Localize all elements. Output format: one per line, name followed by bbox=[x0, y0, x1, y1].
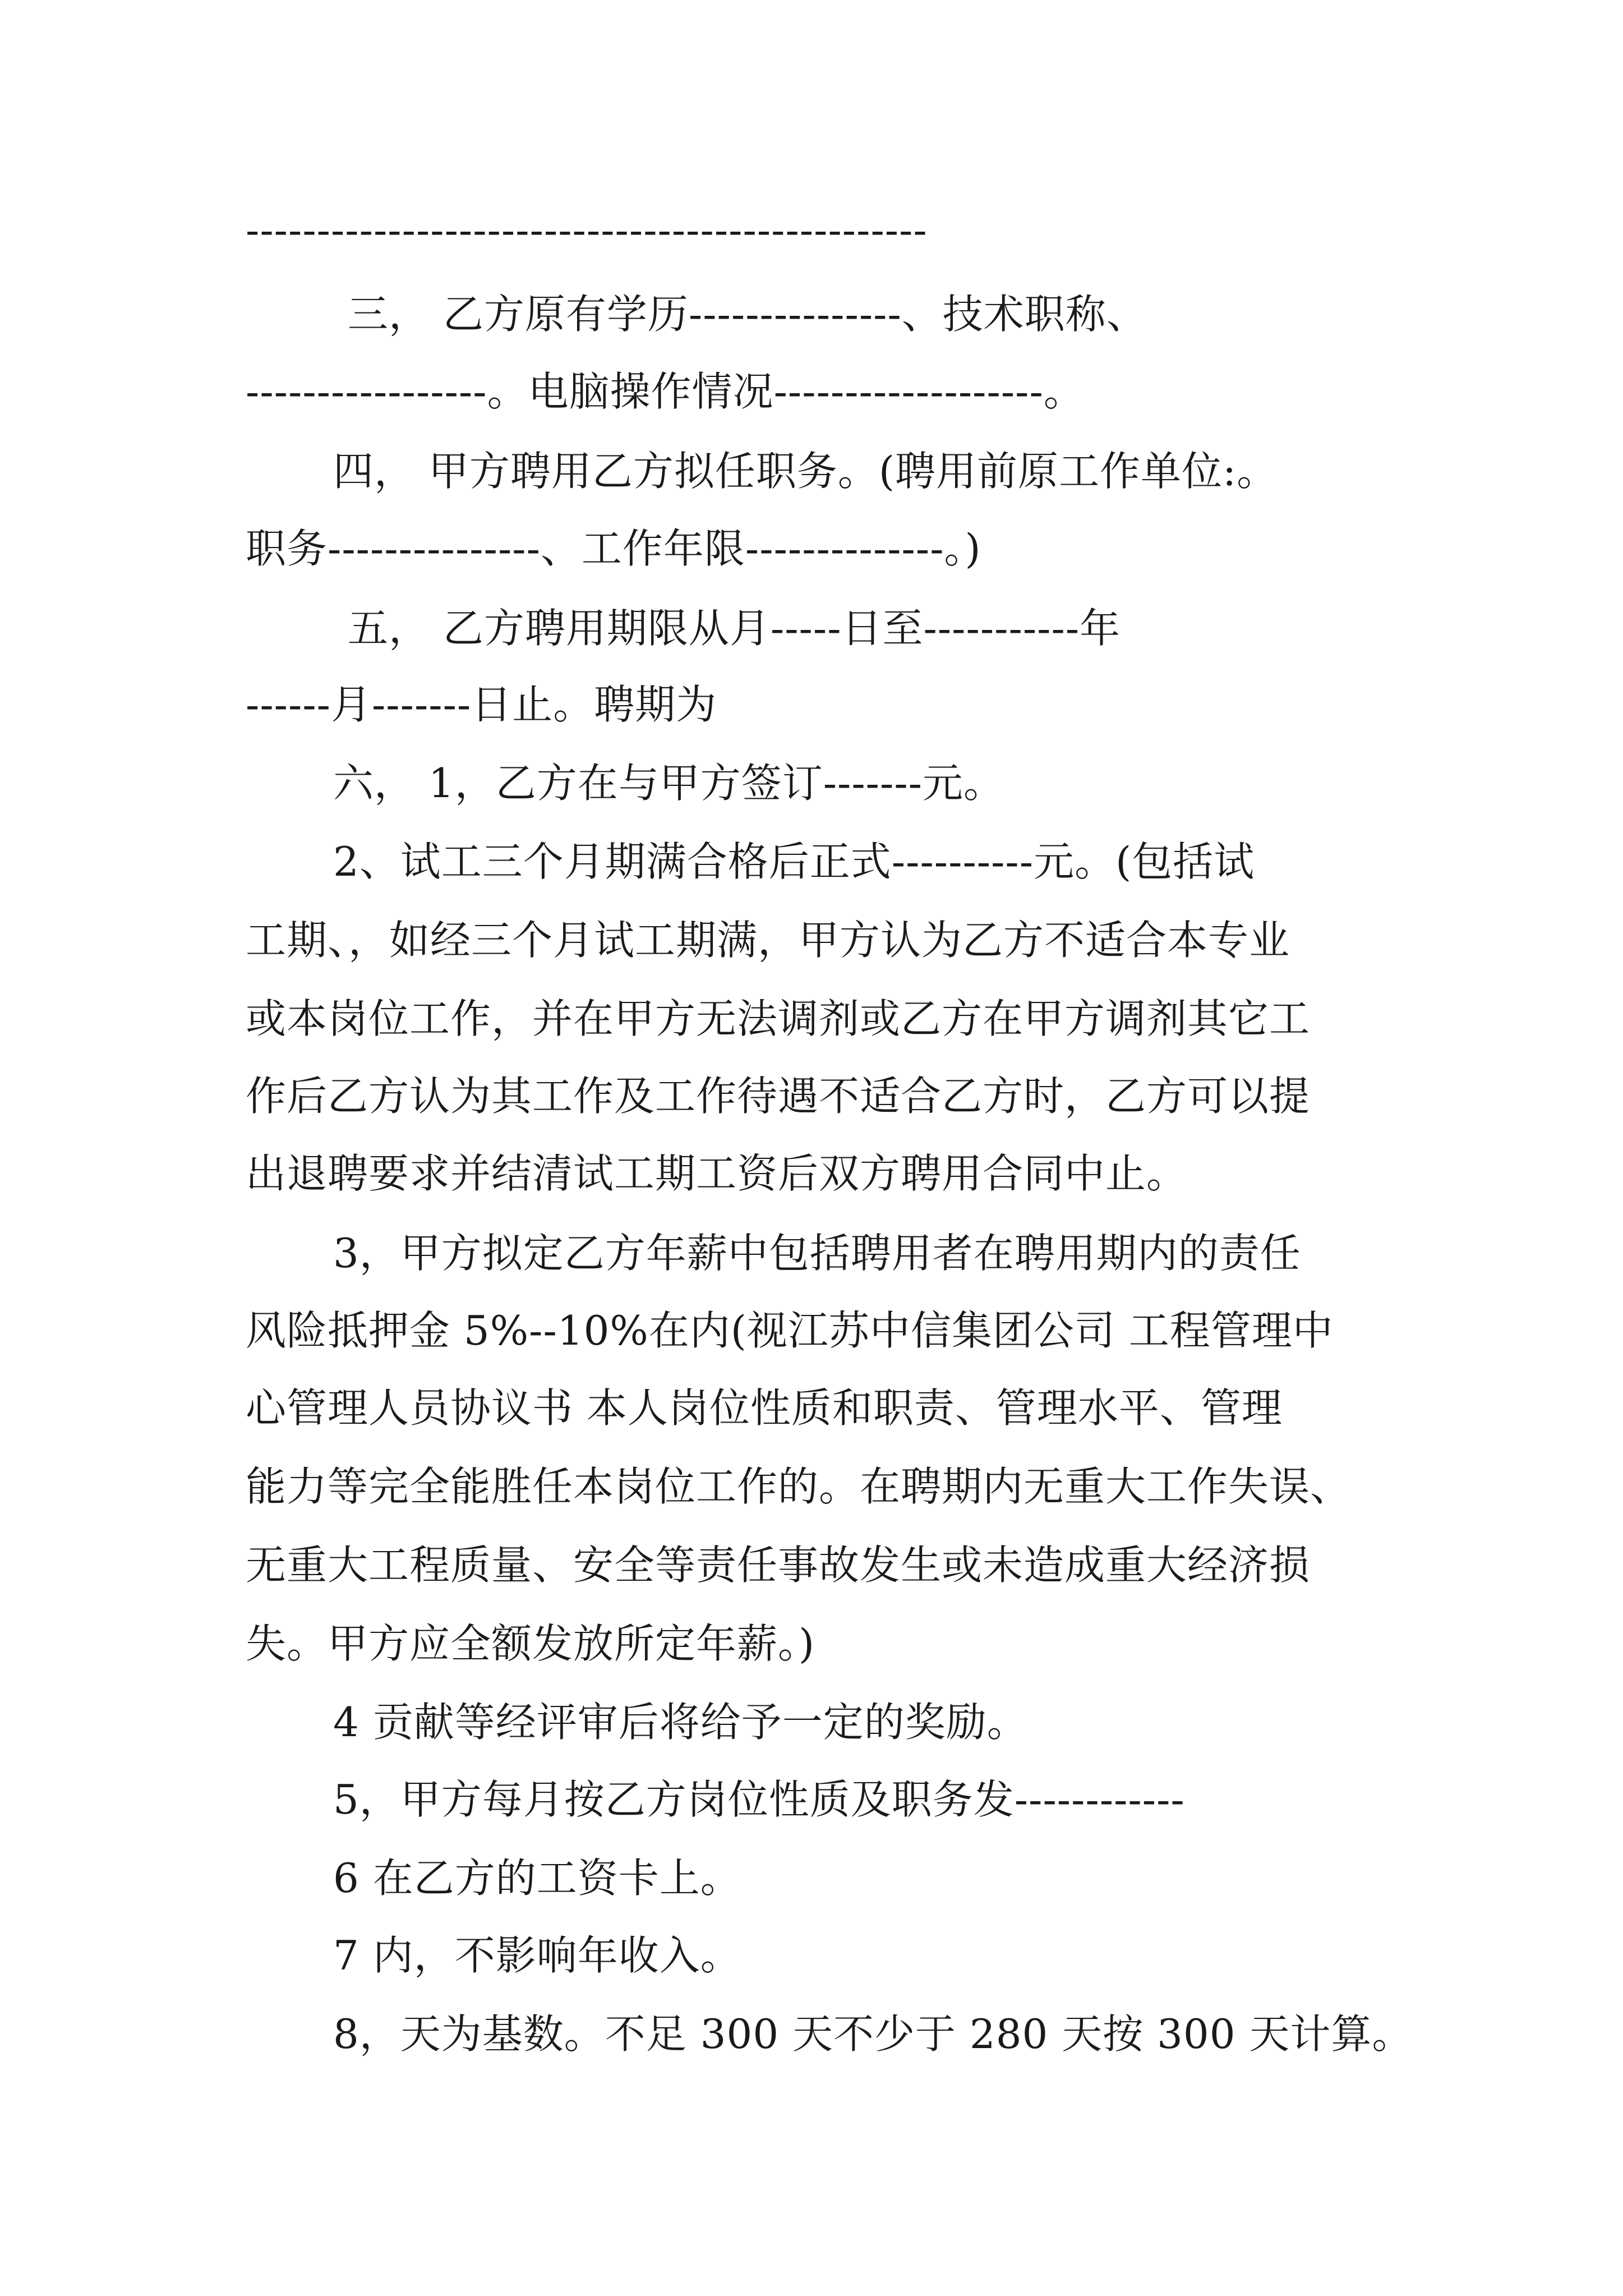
text-line: 5，甲方每月按乙方岗位性质及职务发------------ bbox=[333, 1776, 1185, 1823]
text-line: 五， 乙方聘用期限从月-----日至-----------年 bbox=[348, 605, 1121, 652]
text-line: 出退聘要求并结清试工期工资后双方聘用合同中止。 bbox=[246, 1150, 1188, 1197]
text-line: 心管理人员协议书 本人岗位性质和职责、管理水平、管理 bbox=[246, 1384, 1283, 1432]
text-line: 或本岗位工作，并在甲方无法调剂或乙方在甲方调剂其它工 bbox=[246, 995, 1311, 1042]
text-line: 工期、，如经三个月试工期满，甲方认为乙方不适合本专业 bbox=[246, 917, 1290, 964]
text-line: 7 内，不影响年收入。 bbox=[333, 1932, 741, 1979]
text-line: 2、试工三个月期满合格后正式----------元。(包括试 bbox=[333, 838, 1255, 885]
text-line: 3，甲方拟定乙方年薪中包括聘用者在聘用期内的责任 bbox=[333, 1230, 1301, 1277]
text-line: -----------------。电脑操作情况-------------------。 bbox=[246, 368, 1085, 415]
text-line: 6 在乙方的工资卡上。 bbox=[333, 1855, 741, 1902]
text-line: 无重大工程质量、安全等责任事故发生或未造成重大经济损 bbox=[246, 1542, 1311, 1589]
text-line: 六， 1，乙方在与甲方签订-------元。 bbox=[333, 760, 1004, 807]
text-line: ------------------------------------------------ bbox=[246, 206, 928, 254]
text-line: 4 贡献等经评审后将给予一定的奖励。 bbox=[333, 1699, 1028, 1746]
text-line: 能力等完全能胜任本岗位工作的。在聘期内无重大工作失误、 bbox=[246, 1463, 1352, 1510]
text-line: 作后乙方认为其工作及工作待遇不适合乙方时，乙方可以提 bbox=[246, 1073, 1311, 1120]
text-line: 8，天为基数。不足 300 天不少于 280 天按 300 天计算。 bbox=[333, 2010, 1413, 2058]
text-line: 风险抵押金 5%--10%在内(视江苏中信集团公司 工程管理中 bbox=[246, 1307, 1334, 1354]
text-line: 三， 乙方原有学历---------------、技术职称、 bbox=[348, 291, 1147, 338]
text-line: ------月-------日止。聘期为 bbox=[246, 681, 717, 728]
text-line: 职务---------------、工作年限--------------。) bbox=[246, 525, 981, 572]
text-line: 失。甲方应全额发放所定年薪。) bbox=[246, 1620, 815, 1667]
text-line: 四， 甲方聘用乙方拟任职务。(聘用前原工作单位:。 bbox=[333, 448, 1278, 495]
